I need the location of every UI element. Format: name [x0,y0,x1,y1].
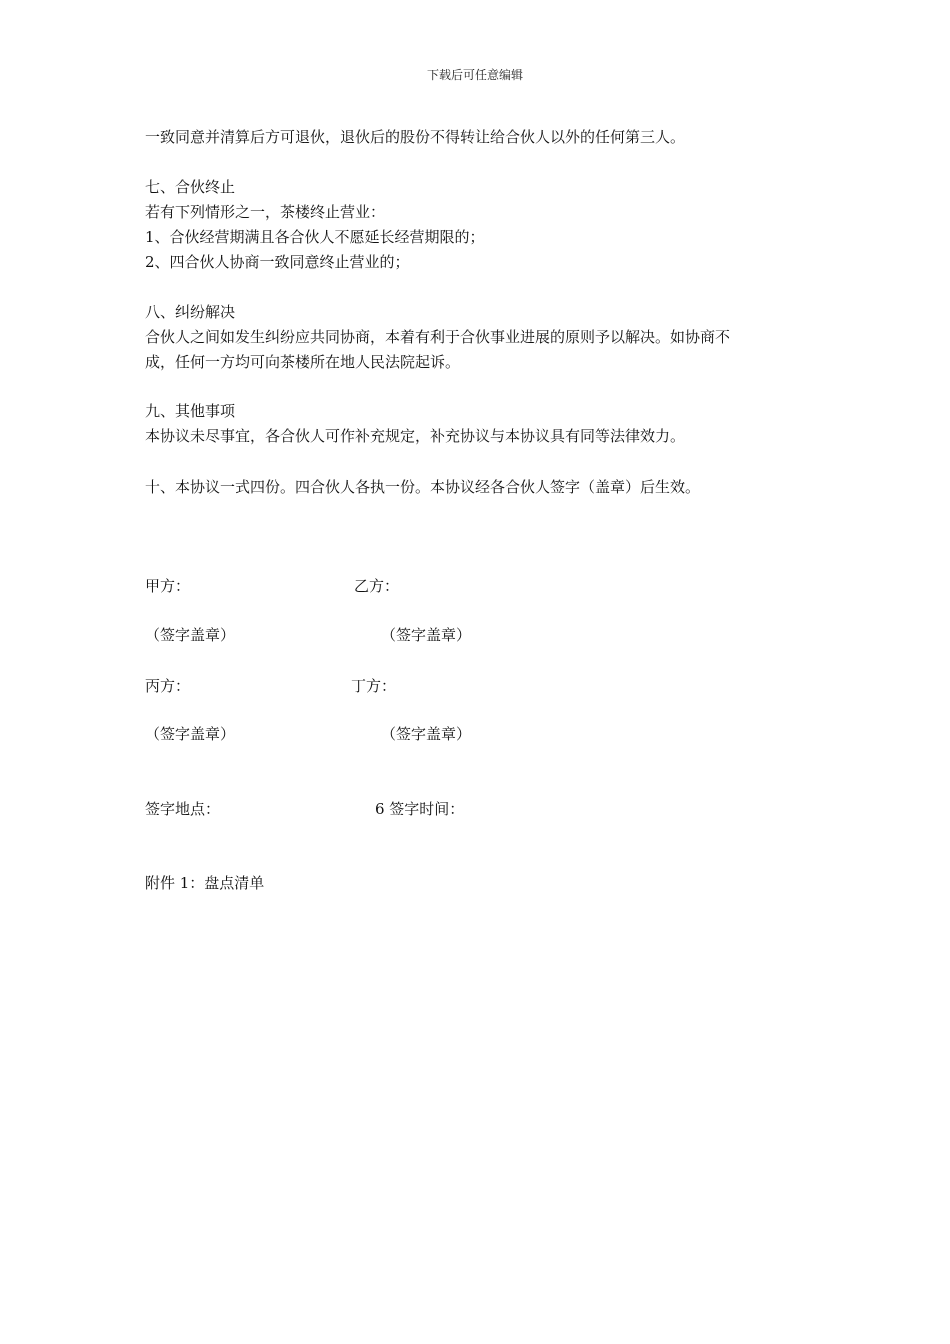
section-8-line-1: 合伙人之间如发生纠纷应共同协商，本着有利于合伙事业进展的原则予以解决。如协商不 [145,328,731,346]
section-7-intro: 若有下列情形之一，茶楼终止营业： [145,203,386,221]
section-7-item-2: 2、四合伙人协商一致同意终止营业的； [145,253,410,271]
party-c-seal-note: （签字盖章） [145,725,236,743]
paragraph-continuation: 一致同意并清算后方可退伙，退伙后的股份不得转让给合伙人以外的任何第三人。 [145,128,686,146]
section-8-line-2: 成，任何一方均可向茶楼所在地人民法院起诉。 [145,353,461,371]
party-a-label: 甲方： [145,577,191,595]
section-9-line-1: 本协议未尽事宜，各合伙人可作补充规定，补充协议与本协议具有同等法律效力。 [145,427,686,445]
section-8-title: 八、纠纷解决 [145,303,236,321]
party-d-label: 丁方： [351,677,397,695]
section-9-title: 九、其他事项 [145,402,236,420]
sign-time-label: 6 签字时间： [375,800,465,818]
section-7-title: 七、合伙终止 [145,178,236,196]
page-header: 下载后可任意编辑 [426,68,523,82]
sign-place-label: 签字地点： [145,800,221,818]
party-d-seal-note: （签字盖章） [381,725,472,743]
section-7-item-1: 1、合伙经营期满且各合伙人不愿延长经营期限的； [145,228,485,246]
party-a-seal-note: （签字盖章） [145,626,236,644]
party-b-label: 乙方： [354,577,400,595]
section-10-line: 十、本协议一式四份。四合伙人各执一份。本协议经各合伙人签字（盖章）后生效。 [145,478,701,496]
attachment-label: 附件 1：盘点清单 [145,874,265,892]
party-b-seal-note: （签字盖章） [381,626,472,644]
party-c-label: 丙方： [145,677,191,695]
